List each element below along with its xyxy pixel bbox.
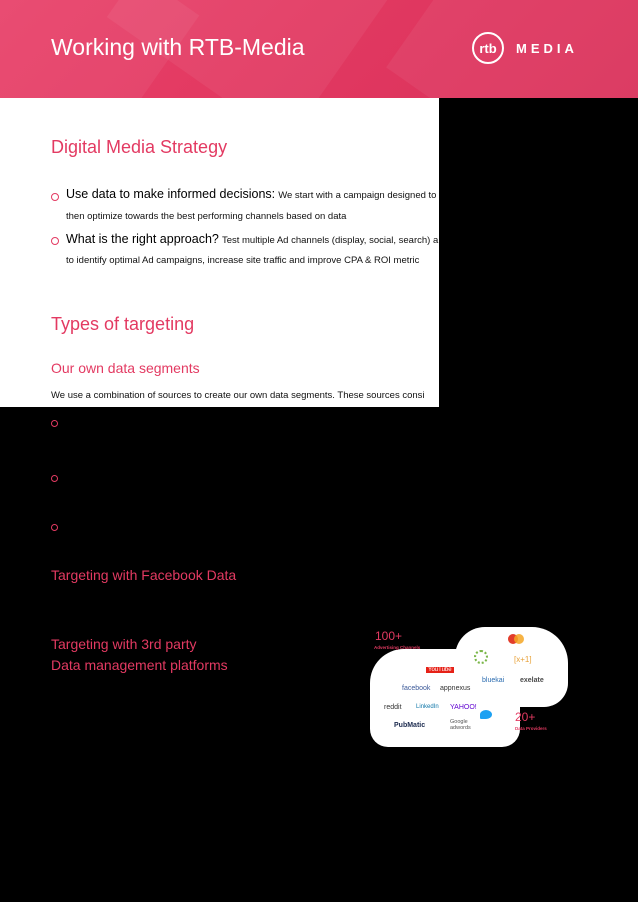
logo-mark: rtb [472, 32, 504, 64]
twitter-icon [480, 710, 492, 719]
ad-channels-cloud [370, 649, 520, 747]
youtube-logo: YouTube [428, 667, 452, 673]
page-title: Working with RTB-Media [51, 34, 305, 60]
bullet-text: Test multiple Ad channels (display, social, search) a [221, 235, 439, 246]
bullet-text: We start with a campaign designed to [278, 190, 437, 201]
strategy-bullet-2-cont: to identify optimal Ad campaigns, increase site traffic and improve CPA & ROI metric [66, 255, 420, 266]
data-providers-count: 20+ [515, 710, 536, 724]
bullet-marker [51, 237, 59, 245]
provider-badge-icon [474, 650, 488, 664]
page-header [0, 0, 638, 98]
bullet-marker [51, 524, 58, 531]
content-panel [0, 98, 439, 407]
bullet-lead: What is the right approach? [66, 232, 219, 246]
facebook-targeting-heading: Targeting with Facebook Data [51, 567, 237, 583]
bluekai-logo: bluekai [482, 677, 505, 684]
strategy-bullet-2 [66, 232, 438, 246]
rtb-media-logo [472, 31, 578, 65]
ad-channels-label: Advertising Channels [374, 645, 421, 650]
bullet-marker [51, 475, 58, 482]
pubmatic-logo: PubMatic [394, 722, 426, 729]
bullet-marker [51, 193, 59, 201]
own-segments-intro: We use a combination of sources to create our own data segments. These sources consi [51, 390, 425, 401]
data-providers-label: Data Providers [515, 726, 547, 731]
logo-word: MEDIA [516, 40, 578, 56]
facebook-logo: facebook [402, 685, 431, 692]
third-party-heading-line1: Targeting with 3rd party [51, 636, 197, 652]
third-party-heading-line2: Data management platforms [51, 657, 228, 673]
appnexus-logo: appnexus [440, 685, 471, 692]
own-segments-heading: Our own data segments [51, 360, 200, 376]
partners-cloud-graphic [370, 623, 570, 748]
linkedin-logo: LinkedIn [416, 704, 439, 710]
strategy-bullet-1-cont: then optimize towards the best performing channels based on data [66, 211, 347, 222]
ad-channels-count: 100+ [375, 629, 403, 643]
bullet-marker [51, 420, 58, 427]
exelate-logo: exelate [520, 677, 544, 684]
strategy-bullet-1 [66, 187, 436, 201]
targeting-heading: Types of targeting [51, 314, 195, 334]
strategy-heading: Digital Media Strategy [51, 137, 228, 157]
xplusone-logo: [x+1] [514, 655, 532, 664]
mastercard-icon [508, 634, 524, 644]
bullet-lead: Use data to make informed decisions: [66, 187, 276, 201]
google-adwords-logo: Google adwords [450, 719, 471, 731]
reddit-logo: reddit [384, 704, 402, 711]
yahoo-logo: YAHOO! [450, 704, 477, 711]
